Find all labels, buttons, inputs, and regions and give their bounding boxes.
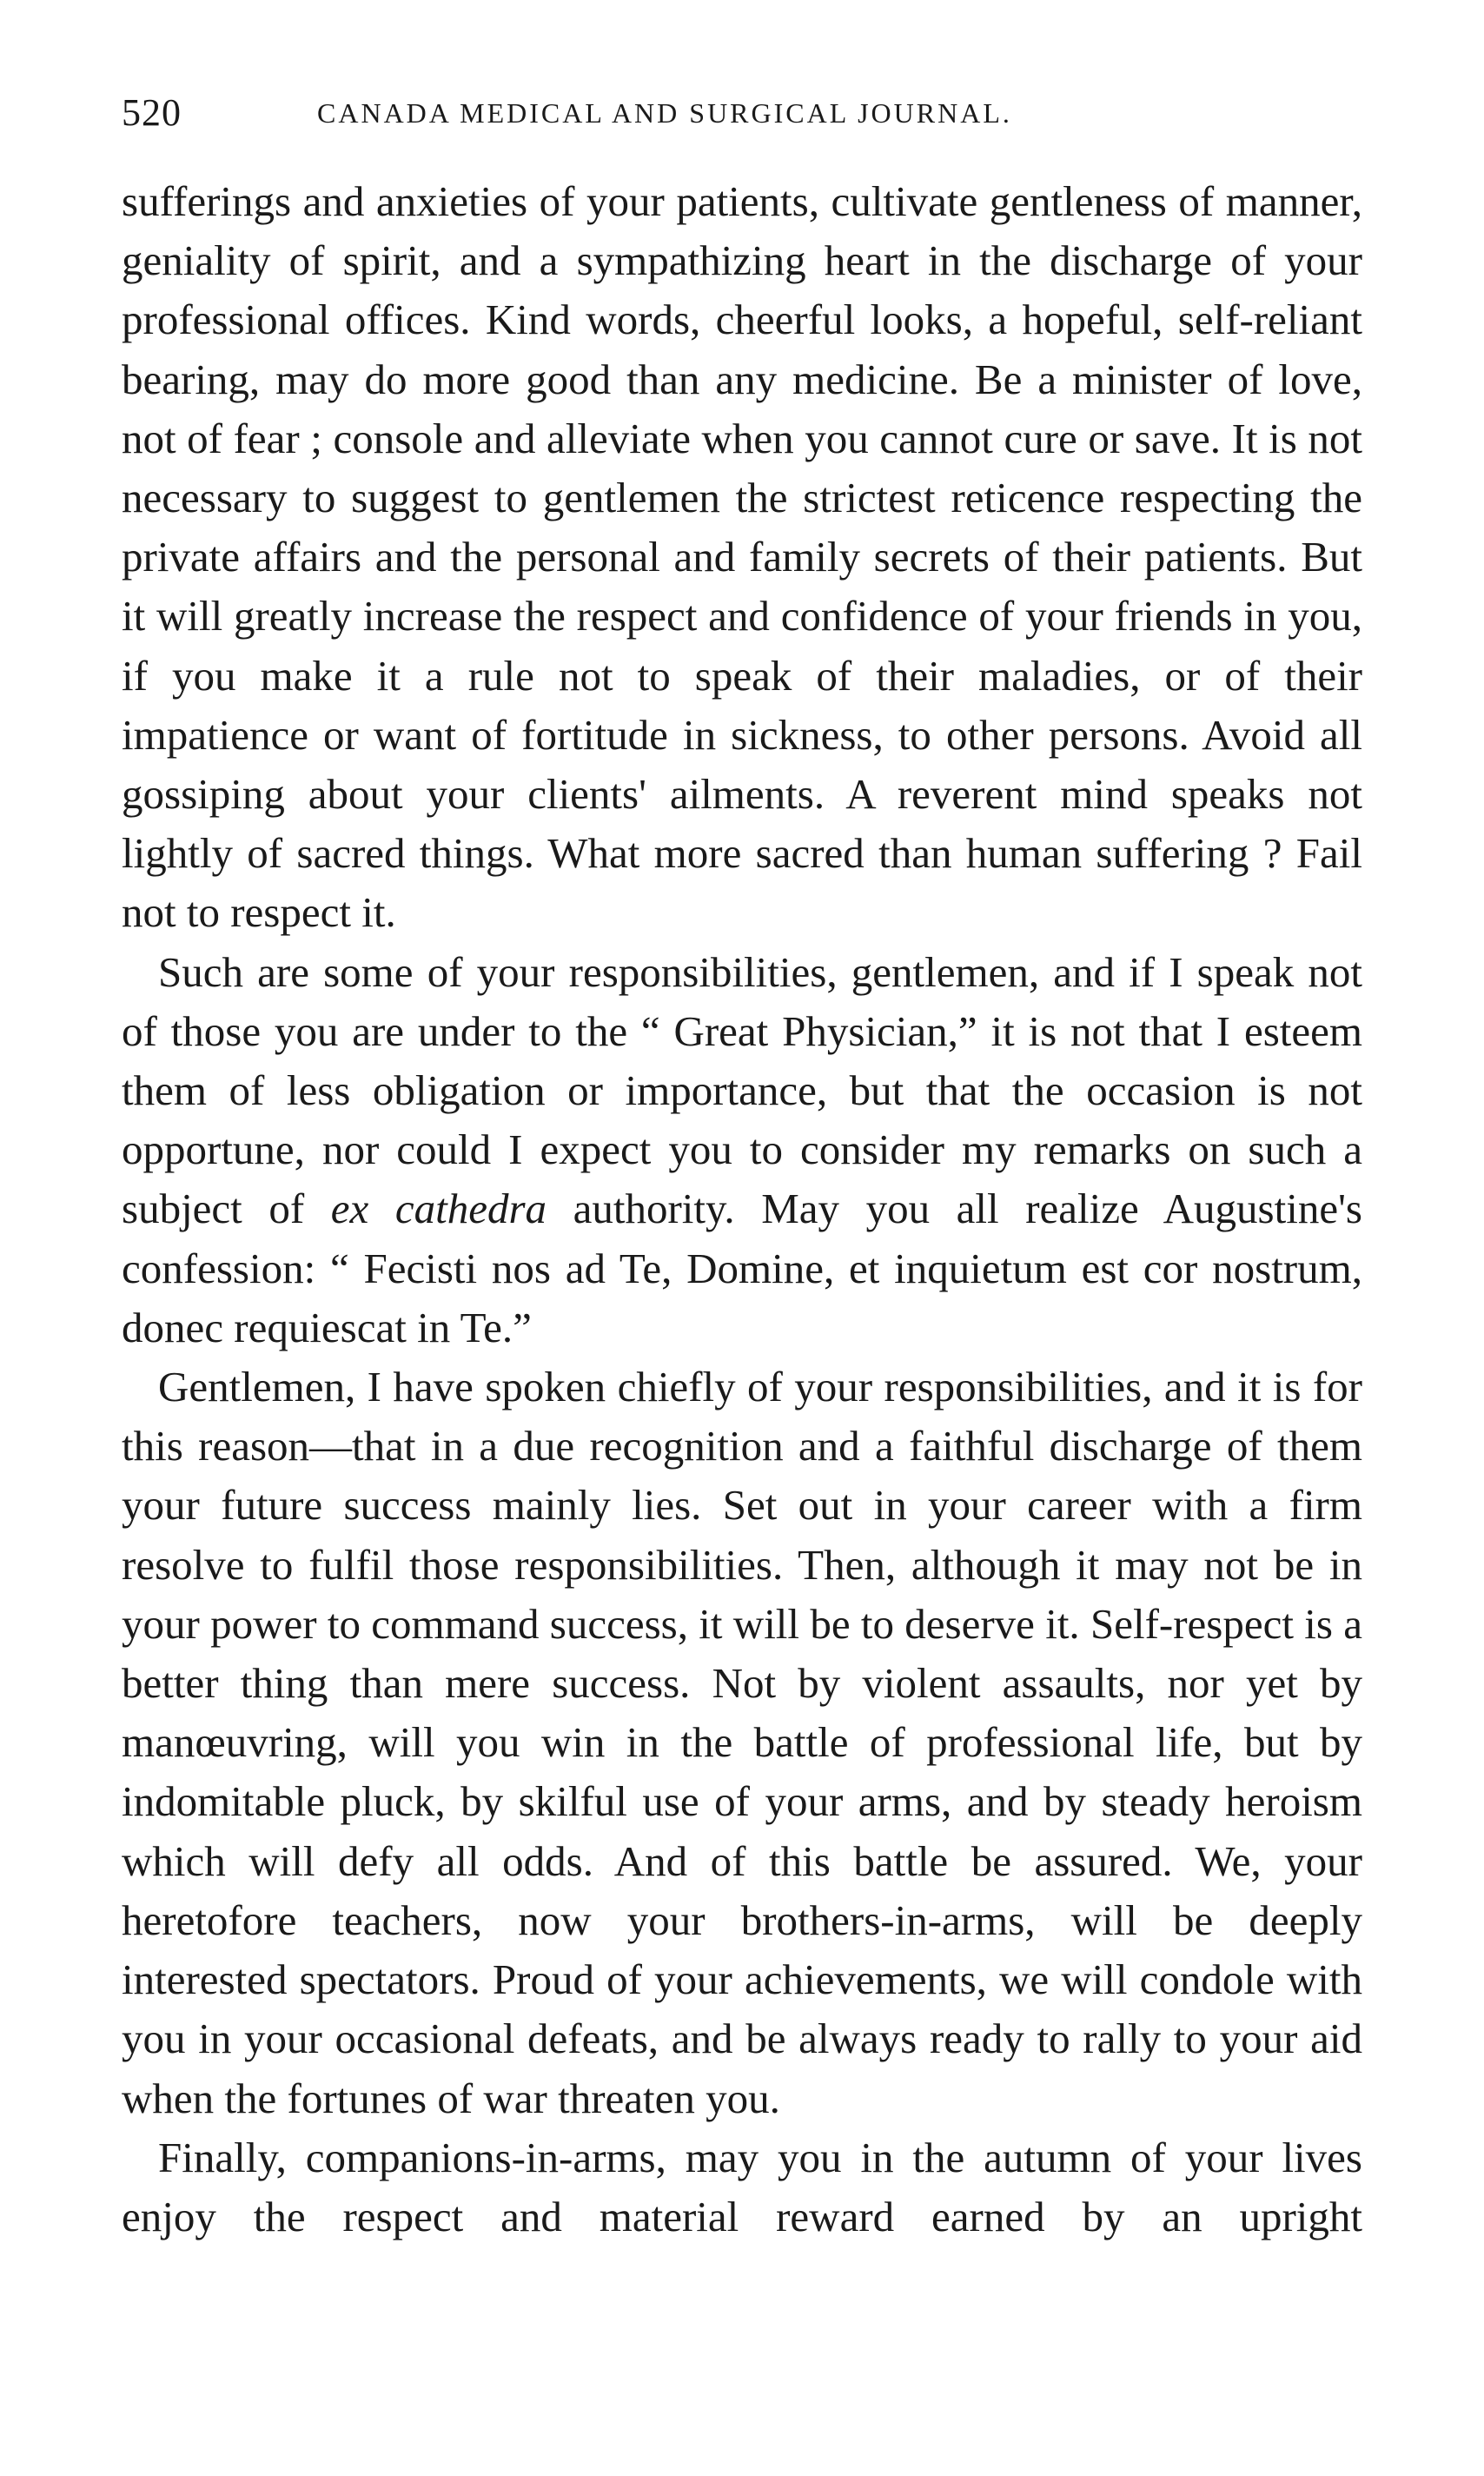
paragraph-text: Finally, companions-in-arms, may you in the autumn of your lives enjoy the respect and material reward earned by an upright [122,2133,1362,2240]
page-number: 520 [122,91,182,134]
paragraph-finally [122,2128,1362,2247]
paragraph-responsibilities [122,943,1362,1357]
italic-phrase: ex cathedra [330,1185,547,1233]
paragraph-gentlemen [122,1357,1362,2128]
paragraph-text: sufferings and anxieties of your patients, cultivate gentleness of manner, geniality of spirit, and a sympathizing heart in the discharge of your professional offices. Kind words, cheerful looks, a hopeful, self-reliant bearing, may do more good than any medicine. Be a minister of love, not of fear ; console and alleviate when you cannot cure or save. It is not necessary to suggest to gentlemen the strictest reticence respecting the private affairs and the personal and family secrets of their patients. But it will greatly increase the respect and confidence of your friends in you, if you make it a rule not to speak of their maladies, or of their impatience or want of fortitude in sickness, to other persons. Avoid all gossiping about your clients' ailments. A reverent mind speaks not lightly of sacred things. What more sacred than human suffering ? Fail not to respect it. [122,177,1362,937]
paragraph-text: authority. May you all realize Augustine's confession: “ Fecisti nos ad Te, Domine, et inquietum est cor nostrum, donec requiescat in Te.” [122,1185,1362,1351]
article-body [122,172,1362,2247]
paragraph-text: Such are some of your responsibilities, gentlemen, and if I speak not of those you are under to the “ Great Physician,” it is not that I esteem them of less obligation or importance, but that the occasion is not opportune, nor could I expect you to consider my remarks on such a subject of [122,947,1362,1233]
journal-title: CANADA MEDICAL AND SURGICAL JOURNAL. [317,97,1012,129]
paragraph-text: Gentlemen, I have spoken chiefly of your responsibilities, and it is for this reason—that in a due recognition and a faithful discharge of them your future success mainly lies. Set out in your career with a firm resolve to fulfil those responsibilities. Then, although it may not be in your power to command success, it will be to deserve it. Self-respect is a better thing than mere success. Not by violent assaults, nor yet by manœuvring, will you win in the battle of professional life, but by indomitable pluck, by skilful use of your arms, and by steady heroism which will defy all odds. And of this battle be assured. We, your heretofore teachers, now your brothers-in-arms, will be deeply interested spectators. Proud of your achievements, we will condole with you in your occasional defeats, and be always ready to rally to your aid when the fortunes of war threaten you. [122,1363,1362,2122]
running-head [122,90,1381,143]
paragraph-continued [122,172,1362,943]
